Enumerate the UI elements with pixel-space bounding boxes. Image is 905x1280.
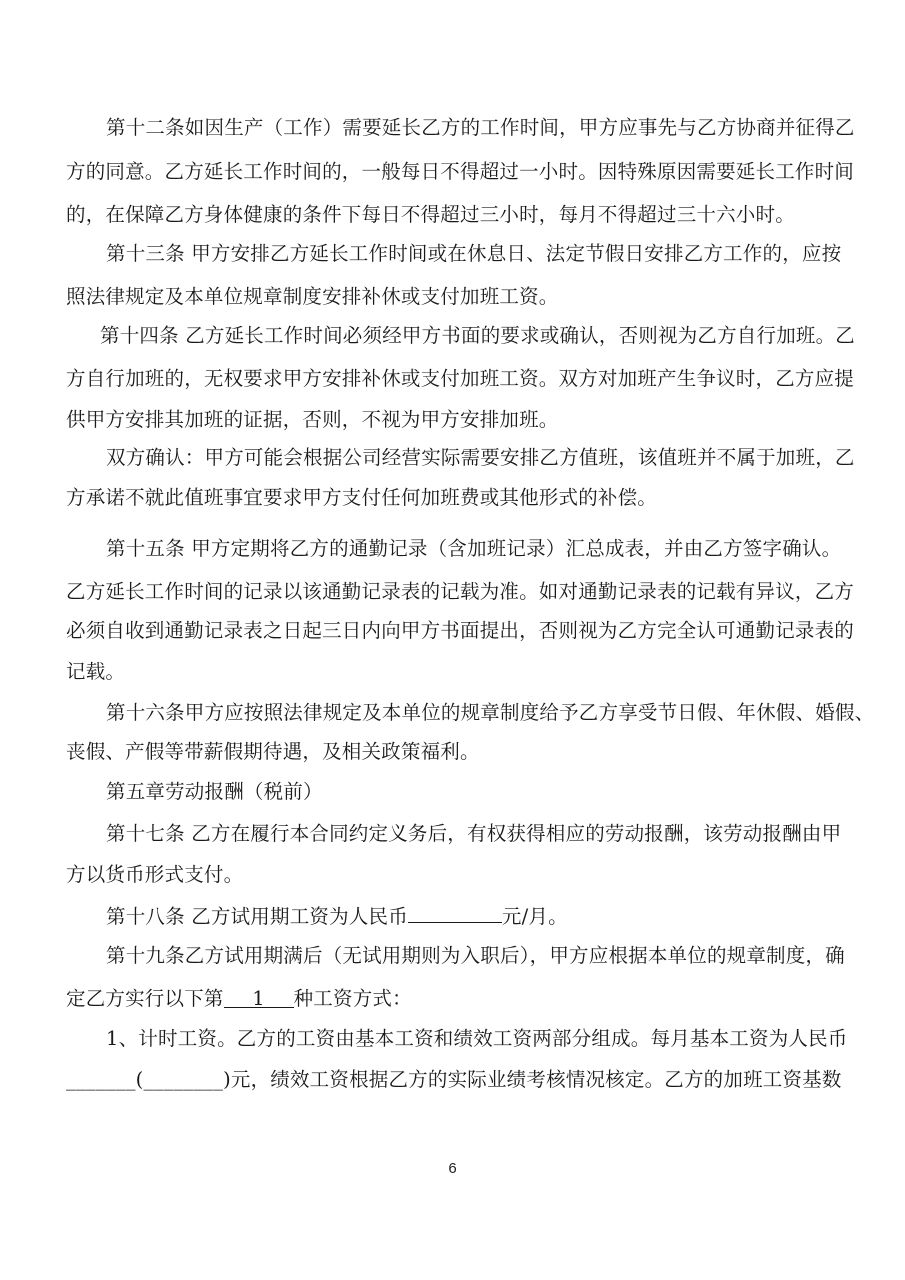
article-19-line-2-suffix: 种工资方式： (293, 987, 412, 1010)
duty-confirmation-line-1: 双方确认：甲方可能会根据公司经营实际需要安排乙方值班，该值班并不属于加班，乙 (106, 446, 855, 469)
article-15-line-1: 第十五条 甲方定期将乙方的通勤记录（含加班记录）汇总成表，并由乙方签字确认。 (106, 537, 842, 560)
article-18-prefix: 第十八条 乙方试用期工资为人民币 (106, 905, 408, 928)
item-1-line-2 (66, 1068, 842, 1092)
article-15-line-3: 必须自收到通勤记录表之日起三日内向甲方书面提出，否则视为乙方完全认可通勤记录表的 (66, 619, 855, 642)
article-12-line-1: 第十二条如因生产（工作）需要延长乙方的工作时间，甲方应事先与乙方协商并征得乙 (106, 116, 855, 139)
article-12-line-2: 方的同意。乙方延长工作时间的，一般每日不得超过一小时。因特殊原因需要延长工作时间 (66, 160, 855, 183)
article-16-line-2: 丧假、产假等带薪假期待遇，及相关政策福利。 (66, 740, 480, 763)
base-salary-words-blank[interactable]: ________ (143, 1068, 224, 1091)
article-19-line-2 (66, 987, 412, 1011)
duty-confirmation-line-2: 方承诺不就此值班事宜要求甲方支付任何加班费或其他形式的补偿。 (66, 486, 658, 509)
article-17-line-2: 方以货币形式支付。 (66, 863, 244, 886)
base-salary-amount-blank[interactable]: _______ (66, 1068, 136, 1091)
paren-open: ( (135, 1068, 144, 1091)
item-1-line-2-text: )元，绩效工资根据乙方的实际业绩考核情况核定。乙方的加班工资基数 (223, 1068, 842, 1091)
article-14-line-1: 第十四条 乙方延长工作时间必须经甲方书面的要求或确认，否则视为乙方自行加班。乙 (100, 324, 855, 347)
article-13-line-1: 第十三条 甲方安排乙方延长工作时间或在休息日、法定节假日安排乙方工作的，应按 (106, 242, 842, 265)
article-15-line-4: 记载。 (66, 660, 126, 683)
probation-salary-blank[interactable] (408, 902, 502, 923)
chapter-5-heading: 第五章劳动报酬（税前） (106, 780, 323, 803)
article-19-line-1: 第十九条乙方试用期满后（无试用期则为入职后），甲方应根据本单位的规章制度，确 (106, 944, 845, 967)
article-18-line (106, 902, 568, 929)
article-14-line-3: 供甲方安排其加班的证据，否则，不视为甲方安排加班。 (66, 408, 559, 431)
article-16-line-1: 第十六条甲方应按照法律规定及本单位的规章制度给予乙方享受节日假、年休假、婚假、 (106, 701, 875, 724)
page-number: 6 (448, 1160, 457, 1177)
article-14-line-2: 方自行加班的，无权要求甲方安排补休或支付加班工资。双方对加班产生争议时，乙方应提 (66, 367, 855, 390)
article-12-line-3: 的，在保障乙方身体健康的条件下每日不得超过三小时，每月不得超过三十六小时。 (66, 203, 795, 226)
article-15-line-2: 乙方延长工作时间的记录以该通勤记录表的记载为准。如对通勤记录表的记载有异议，乙方 (66, 580, 855, 603)
article-17-line-1: 第十七条 乙方在履行本合同约定义务后，有权获得相应的劳动报酬，该劳动报酬由甲 (106, 822, 842, 845)
article-19-line-2-prefix: 定乙方实行以下第 (66, 987, 224, 1010)
article-13-line-2: 照法律规定及本单位规章制度安排补休或支付加班工资。 (66, 285, 559, 308)
item-1-line-1: 1、计时工资。乙方的工资由基本工资和绩效工资两部分组成。每月基本工资为人民币 (106, 1027, 848, 1050)
salary-method-number-field[interactable]: 1 (224, 987, 294, 1008)
article-18-suffix: 元/月。 (501, 905, 568, 928)
